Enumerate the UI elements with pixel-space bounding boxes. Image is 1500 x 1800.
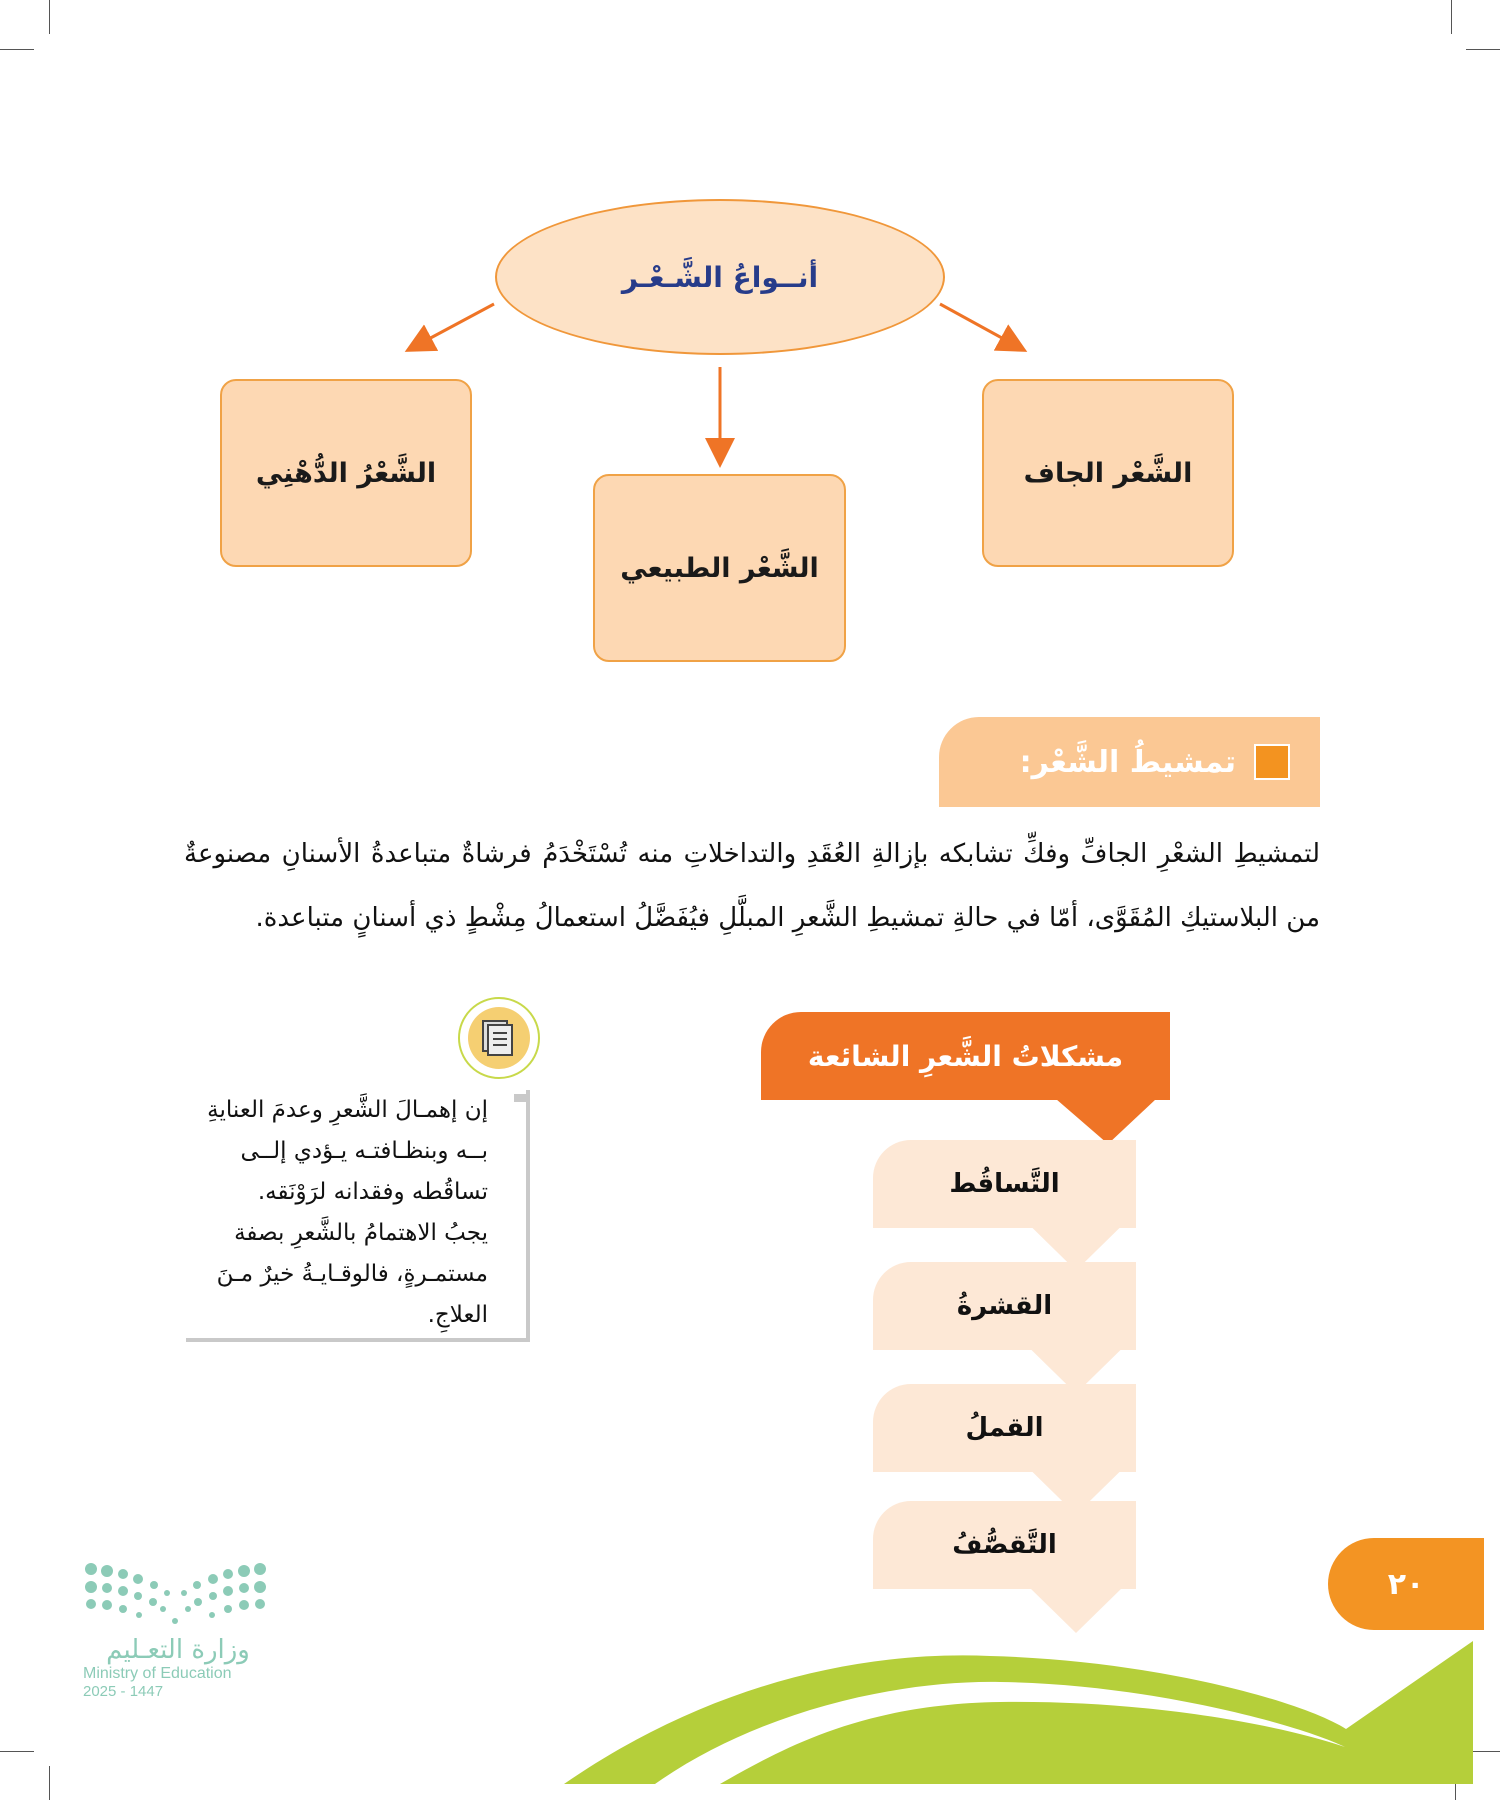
logo-dots-icon [83, 1561, 268, 1627]
arrow-right [940, 304, 1022, 349]
problem-item: التَّساقُط [873, 1140, 1136, 1228]
arrow-left [410, 304, 494, 349]
note-bullet: إن إهمـالَ الشَّعرِ وعدمَ العنايةِ بــه وبنظـافتـه يـؤدي إلــى تساقُطه وفقدانه لرَوْنَقه. [207, 1097, 488, 1205]
ministry-logo [83, 1561, 273, 1700]
logo-year: 2025 - 1447 [83, 1683, 164, 1700]
problems-title: مشكلاتُ الشَّعرِ الشائعة [761, 1012, 1170, 1100]
square-bullet-icon [1254, 744, 1290, 780]
logo-arabic: وزارة التعـليم [106, 1635, 250, 1665]
note-bullet: يجبُ الاهتمامُ بالشَّعرِ بصفة مستمـرةٍ، فالوقـايـةُ خيرٌ مـنَ العلاجِ. [216, 1220, 488, 1328]
hair-type-dry: الشَّعْر الجاف [982, 379, 1234, 567]
note-box [186, 1090, 530, 1342]
hair-type-oily: الشَّعْرُ الدُّهْنِي [220, 379, 472, 567]
item-pointer [1028, 1586, 1124, 1633]
problem-item: التَّقصُّفُ [873, 1501, 1136, 1589]
diagram-root [495, 199, 945, 355]
hair-type-normal: الشَّعْر الطبيعي [593, 474, 846, 662]
section-heading [939, 717, 1320, 807]
logo-english: Ministry of Education [83, 1665, 232, 1682]
diagram-root-label: أنــواعُ الشَّـعْـر [621, 260, 819, 294]
note-tab [514, 1094, 530, 1102]
section-paragraph: لتمشيطِ الشعْرِ الجافِّ وفكِّ تشابكه بإزالةِ العُقَدِ والتداخلاتِ منه تُسْتَخْدَمُ فرشاةٌ متباعدةُ الأسنانِ مصنوعةٌ من البلاستيكِ المُقَوَّى، أمّا في حالةِ تمشيطِ الشَّعرِ المبلَّلِ فيُفَضَّلُ استعمالُ مِشْطٍ ذي أسنانٍ متباعدة. [184, 839, 1320, 933]
notepad-icon [456, 995, 542, 1081]
problem-item: القشرةُ [873, 1262, 1136, 1350]
section-title: تمشيطُ الشَّعْر: [1019, 744, 1236, 780]
problem-item: القملُ [873, 1384, 1136, 1472]
header-pointer [1056, 1099, 1156, 1144]
page-number: ٢٠ [1328, 1538, 1484, 1630]
